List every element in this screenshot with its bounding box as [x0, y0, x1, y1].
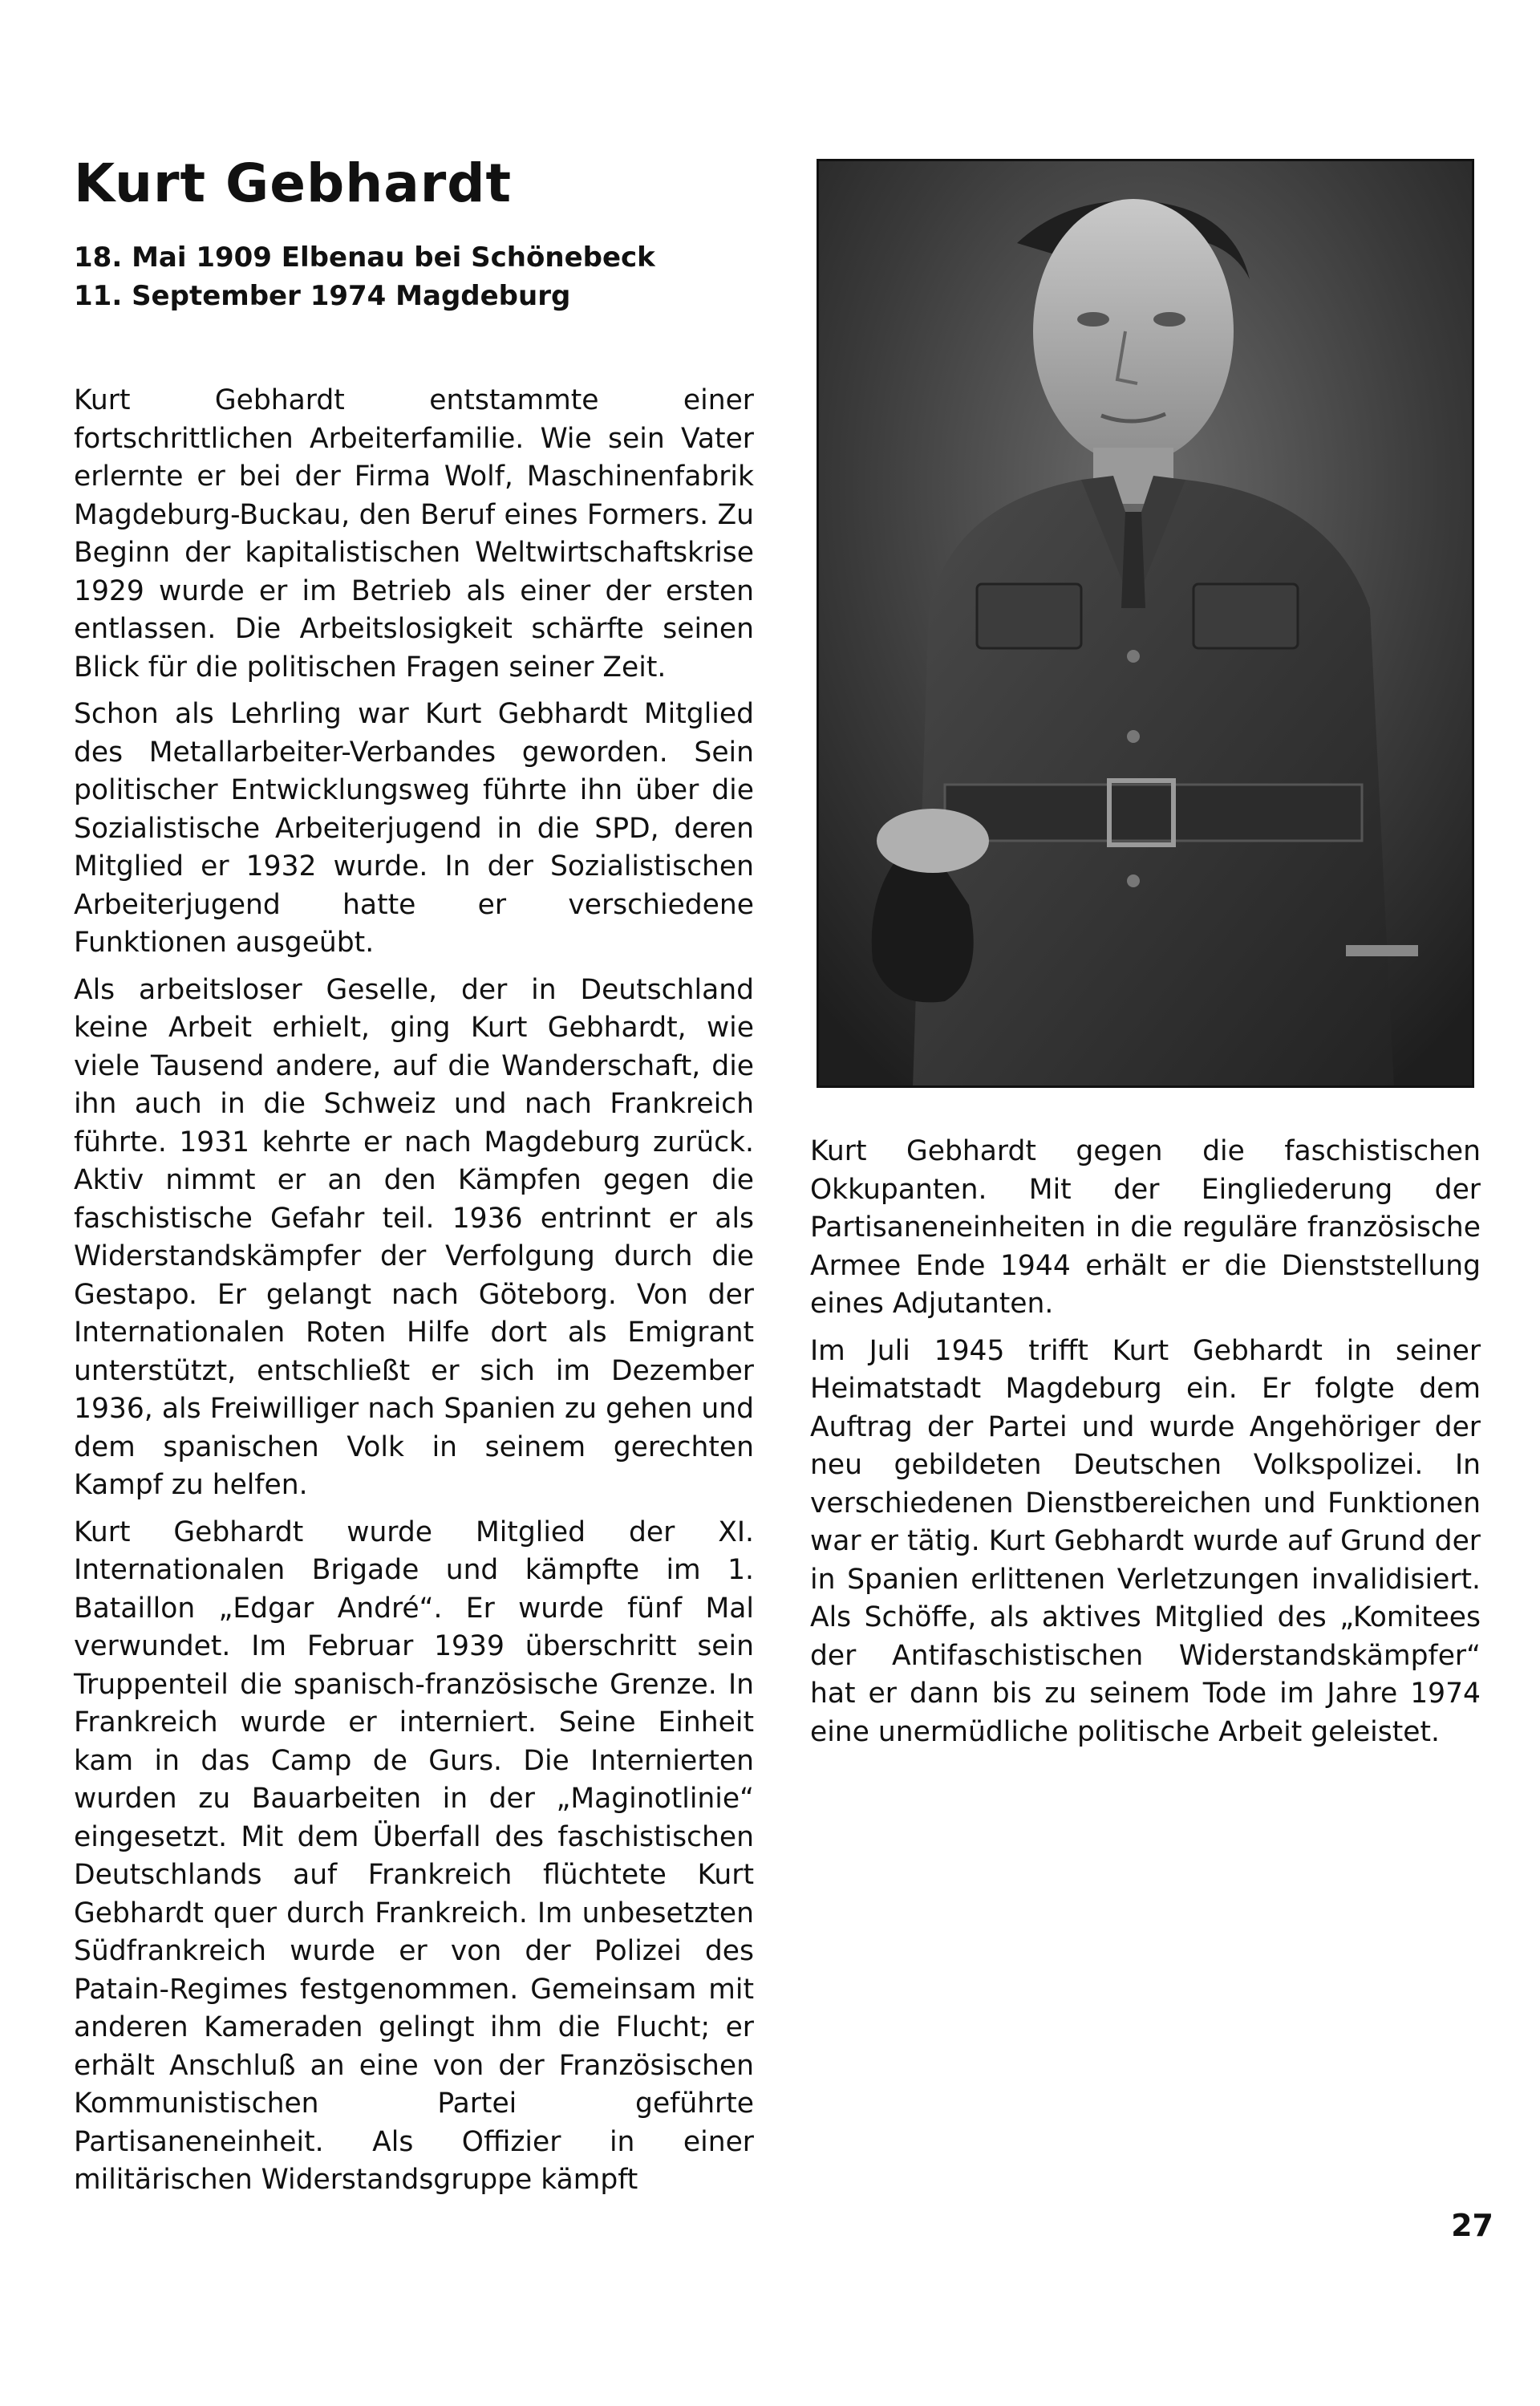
paragraph: Kurt Gebhardt wurde Mitglied der XI. Internationalen Brigade und kämpfte im 1. Bataillon „Edgar André“. Er wurde fünf Mal verwundet. Im Februar 1939 überschritt sein Truppenteil die spanisch-französische Grenze. In Frankreich wurde er interniert. Seine Einheit kam in das Camp de Gurs. Die Internierten wurden zu Bauarbeiten in der „Maginotlinie“ eingesetzt. Mit dem Überfall des faschistischen Deutschlands auf Frankreich flüchtete Kurt Gebhardt quer durch Frankreich. Im unbesetzten Südfrankreich wurde er von der Polizei des Patain-Regimes festgenommen. Gemeinsam mit anderen Kameraden gelingt ihm die Flucht; er erhält Anschluß an eine von der Französischen Kommunistischen Partei geführte Partisaneneinheit. Als Offizier in einer militärischen Widerstandsgruppe kämpft	[74, 1515, 754, 2196]
left-column-text	[74, 382, 754, 2209]
right-column-text	[810, 1133, 1481, 1760]
page-number: 27	[1451, 2208, 1493, 2243]
death-date-place: 11. September 1974 Magdeburg	[74, 280, 571, 312]
paragraph: Kurt Gebhardt gegen die faschistischen Okkupanten. Mit der Eingliederung der Partisaneneinheiten in die reguläre französische Armee Ende 1944 erhält er die Dienststellung eines Adjutanten.	[810, 1135, 1481, 1320]
paragraph: Schon als Lehrling war Kurt Gebhardt Mitglied des Metallarbeiter-Verbandes geworden. Sein politischer Entwicklungsweg führte ihn über die Sozialistische Arbeiterjugend in die SPD, deren Mitglied er 1932 wurde. In der Sozialistischen Arbeiterjugend hatte er verschiedene Funktionen ausgeübt.	[74, 698, 754, 959]
page-title: Kurt Gebhardt	[74, 152, 513, 214]
portrait-photo-icon	[817, 159, 1474, 1088]
paragraph: Im Juli 1945 trifft Kurt Gebhardt in seiner Heimatstadt Magdeburg ein. Er folgte dem Auftrag der Partei und wurde Angehöriger der neu gebildeten Deutschen Volkspolizei. In verschiedenen Dienstbereichen und Funktionen war er tätig. Kurt Gebhardt wurde auf Grund der in Spanien erlittenen Verletzungen invalidisiert. Als Schöffe, als aktives Mitglied des „Komitees der Antifaschistischen Widerstandskämpfer“ hat er dann bis zu seinem Tode im Jahre 1974 eine unermüdliche politische Arbeit geleistet.	[810, 1334, 1481, 1748]
paragraph: Kurt Gebhardt entstammte einer fortschrittlichen Arbeiterfamilie. Wie sein Vater erlernte er bei der Firma Wolf, Maschinenfabrik Magdeburg-Buckau, den Beruf eines Formers. Zu Beginn der kapitalistischen Weltwirtschaftskrise 1929 wurde er im Betrieb als einer der ersten entlassen. Die Arbeitslosigkeit schärfte seinen Blick für die politischen Fragen seiner Zeit.	[74, 384, 754, 684]
birth-date-place: 18. Mai 1909 Elbenau bei Schönebeck	[74, 241, 655, 274]
portrait-photo	[817, 159, 1474, 1088]
life-dates	[74, 238, 655, 315]
paragraph: Als arbeitsloser Geselle, der in Deutschland keine Arbeit erhielt, ging Kurt Gebhardt, wie viele Tausend andere, auf die Wanderschaft, die ihn auch in die Schweiz und nach Frankreich führte. 1931 kehrte er nach Magdeburg zurück. Aktiv nimmt er an den Kämpfen gegen die faschistische Gefahr teil. 1936 entrinnt er als Widerstandskämpfer der Verfolgung durch die Gestapo. Er gelangt nach Göteborg. Von der Internationalen Roten Hilfe dort als Emigrant unterstützt, entschließt er sich im Dezember 1936, als Freiwilliger nach Spanien zu gehen und dem spanischen Volk in seinem gerechten Kampf zu helfen.	[74, 973, 754, 1501]
